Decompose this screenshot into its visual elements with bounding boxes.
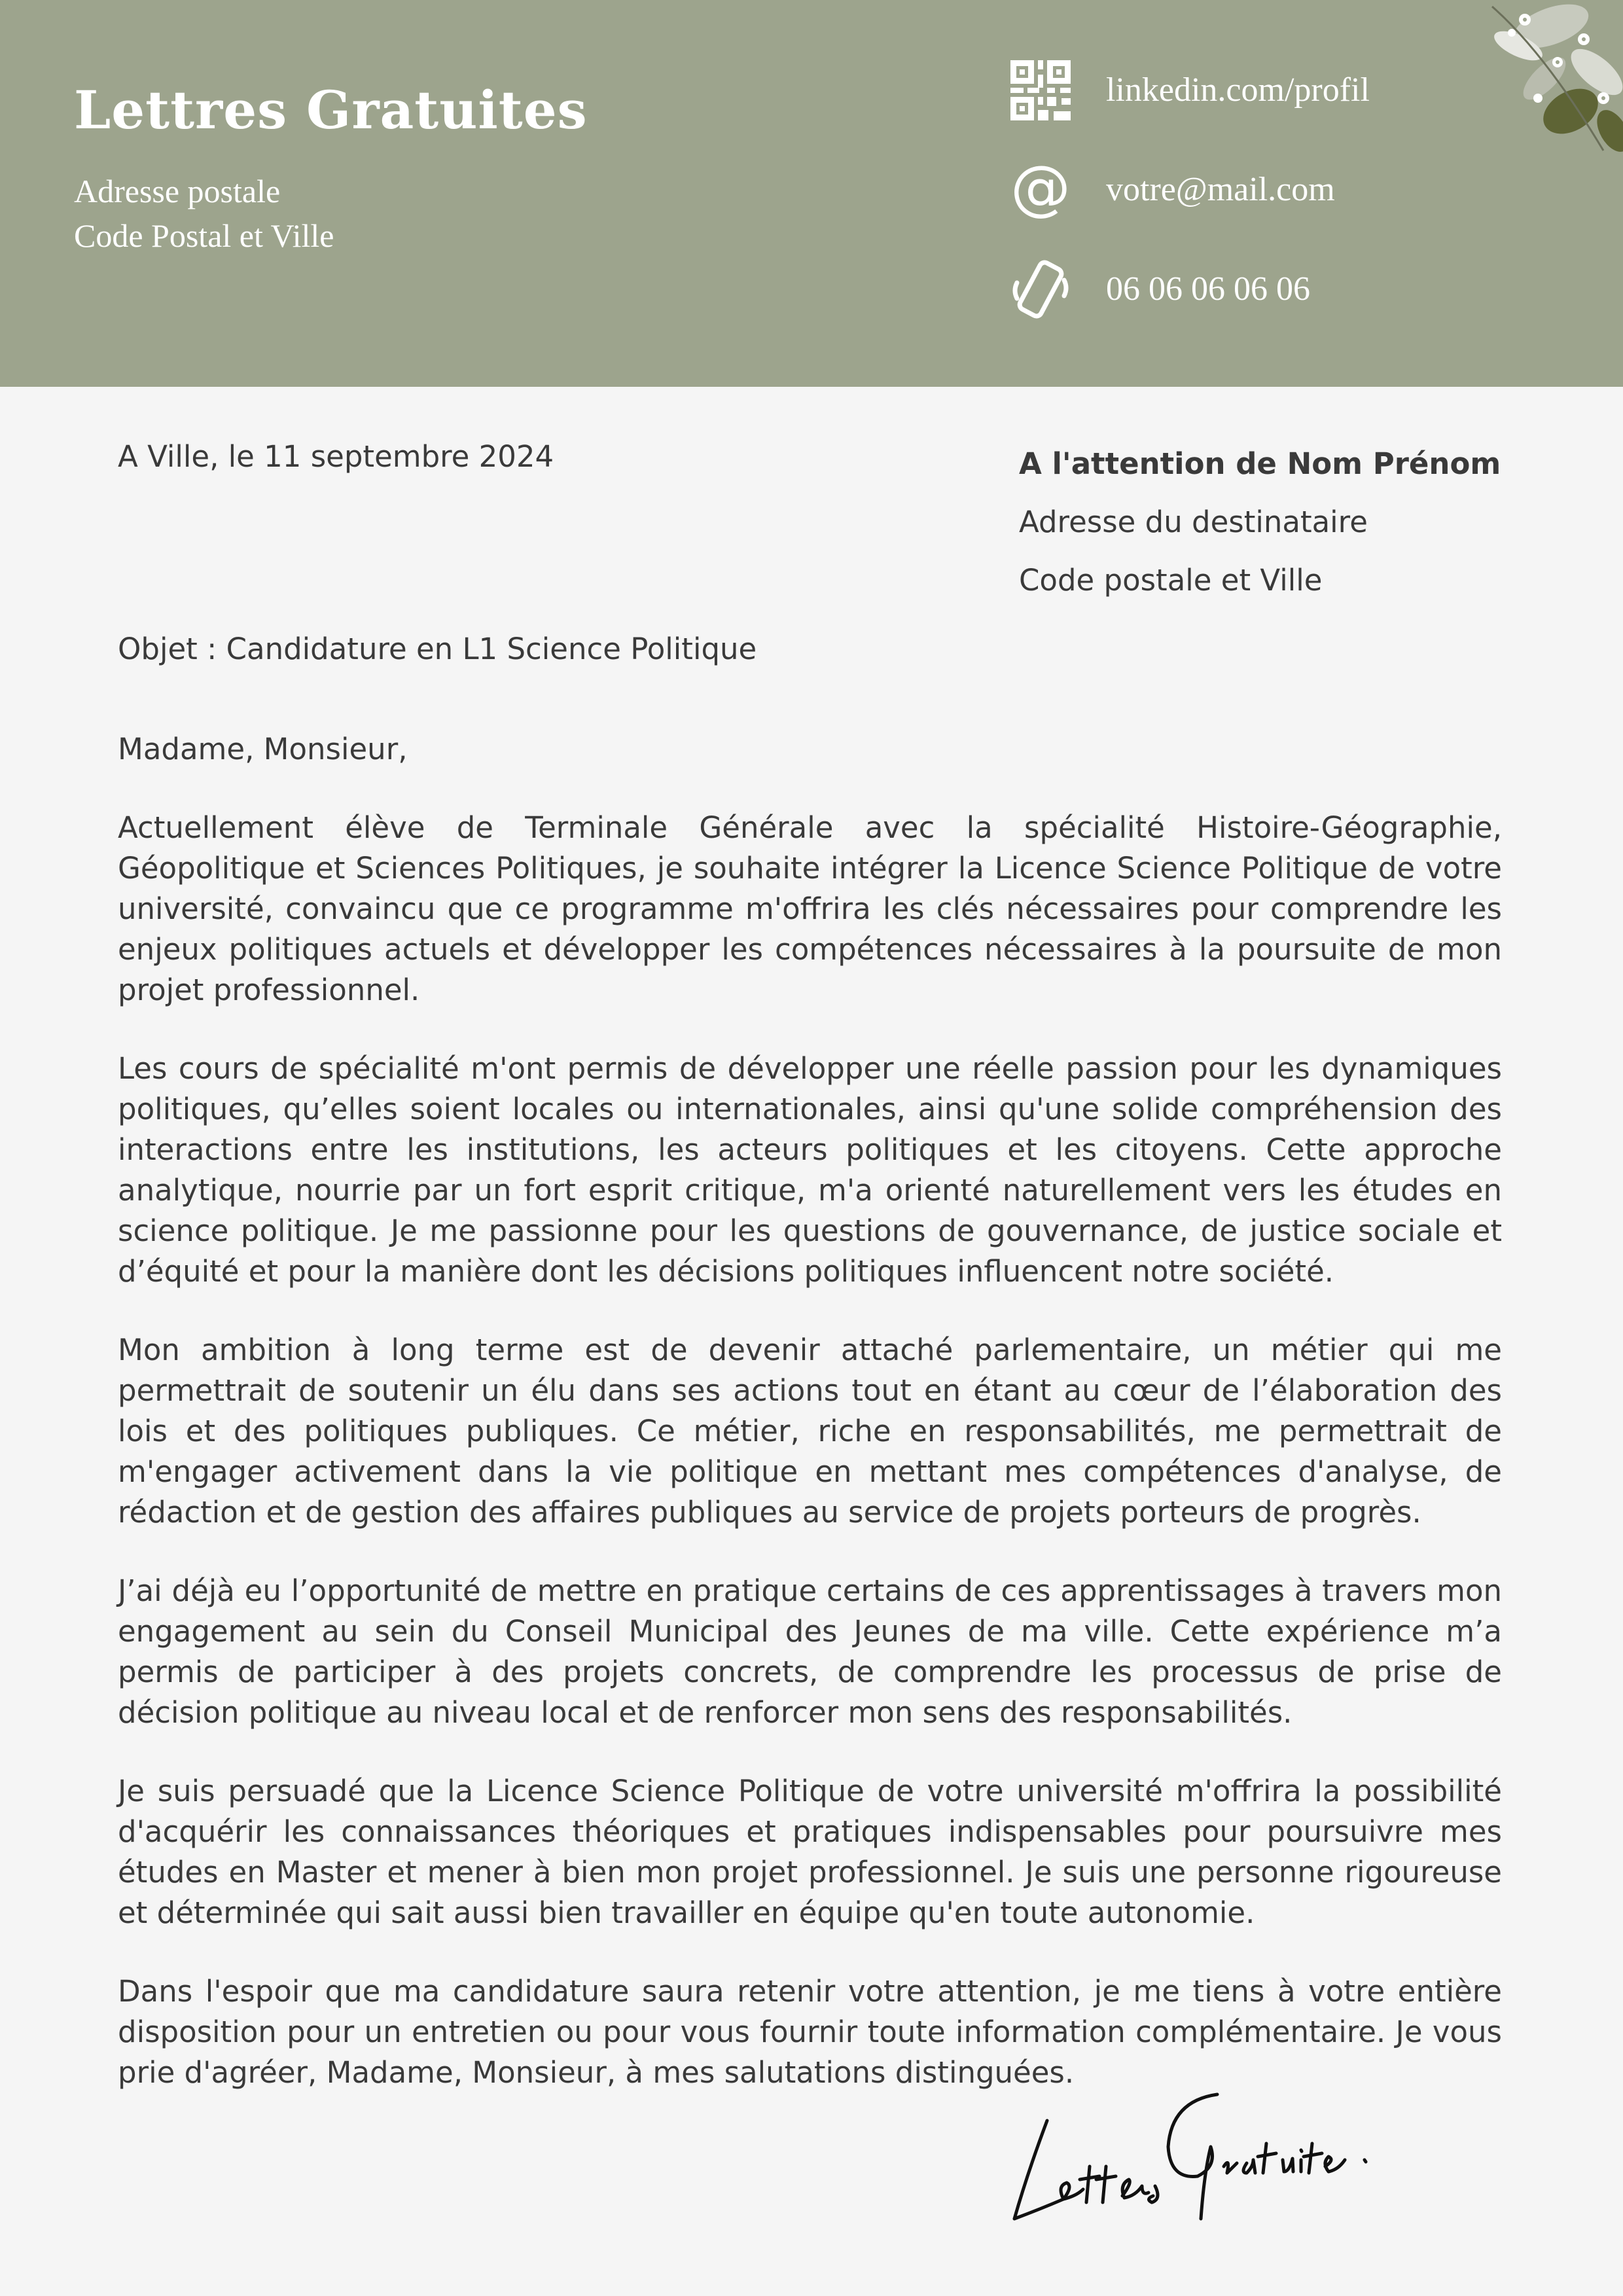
contact-email <box>1008 157 1505 229</box>
at-sign-icon <box>1008 157 1073 223</box>
body-paragraph: Mon ambition à long terme est de devenir attaché parlementaire, un métier qui me permettrait de soutenir un élu dans ses actions tout en étant au cœur de l’élaboration des lois et des politiques publiques. Ce métier, riche en responsabilités, me permettrait de m'engager activement dans la vie politique en mettant mes compétences d'analyse, de rédaction et de gestion des affaires publiques au service de projets porteurs de progrès. <box>118 1333 1502 1530</box>
body-paragraph: Actuellement élève de Terminale Générale avec la spécialité Histoire-Géographie, Géopolitique et Sciences Politiques, je souhaite intégrer la Licence Science Politique de votre université, convaincu que ce programme m'offrira les clés nécessaires pour comprendre les enjeux politiques actuels et développer les compétences nécessaires à la poursuite de mon projet professionnel. <box>118 810 1502 1007</box>
contact-linkedin <box>1008 58 1505 130</box>
letter-header <box>0 0 1623 387</box>
linkedin-text[interactable]: linkedin.com/profil <box>1106 71 1370 109</box>
sender-name: Lettres Gratuites <box>74 79 588 141</box>
email-text[interactable]: votre@mail.com <box>1106 171 1335 208</box>
letter-subject: Objet : Candidature en L1 Science Politique <box>118 632 757 666</box>
letter-greeting: Madame, Monsieur, <box>118 732 408 766</box>
handwritten-signature <box>1001 2068 1381 2232</box>
sender-address <box>74 169 334 258</box>
body-paragraph: Dans l'espoir que ma candidature saura retenir votre attention, je me tiens à votre entière disposition pour un entretien ou pour vous fournir toute information complémentaire. Je vous prie d'agréer, Madame, Monsieur, à mes salutations distinguées. <box>118 1974 1502 2090</box>
svg-text:@: @ <box>1010 157 1071 223</box>
body-paragraph: Les cours de spécialité m'ont permis de développer une réelle passion pour les dynamiques politiques, qu’elles soient locales ou internationales, ainsi qu'une solide compréhension des interactions entre les institutions, les acteurs politiques et les citoyens. Cette approche analytique, nourrie par un fort esprit critique, m'a orienté naturellement vers les études en science politique. Je me passionne pour les questions de gouvernance, de justice sociale et d’équité et pour la manière dont les décisions politiques influencent notre société. <box>118 1051 1502 1289</box>
sender-city-line: Code Postal et Ville <box>74 217 334 254</box>
recipient-address: Adresse du destinataire <box>1019 505 1368 539</box>
floral-decoration <box>1472 0 1623 157</box>
phone-text[interactable]: 06 06 06 06 06 <box>1106 270 1310 308</box>
recipient-name: A l'attention de Nom Prénom <box>1019 446 1501 481</box>
sender-address-line: Adresse postale <box>74 173 281 209</box>
recipient-block <box>1019 435 1501 609</box>
qr-code-icon <box>1008 58 1073 123</box>
letter-body <box>118 808 1502 2131</box>
recipient-city: Code postale et Ville <box>1019 563 1323 598</box>
contact-phone <box>1008 257 1505 329</box>
phone-icon <box>1008 257 1073 322</box>
body-paragraph: Je suis persuadé que la Licence Science Politique de votre université m'offrira la possibilité d'acquérir les connaissances théoriques et pratiques indispensables pour poursuivre mes études en Master et mener à bien mon projet professionnel. Je suis une personne rigoureuse et déterminée qui sait aussi bien travailler en équipe qu'en toute autonomie. <box>118 1774 1502 1930</box>
body-paragraph: J’ai déjà eu l’opportunité de mettre en pratique certains de ces apprentissages à travers mon engagement au sein du Conseil Municipal des Jeunes de ma ville. Cette expérience m’a permis de participer à des projets concrets, de comprendre les processus de prise de décision politique au niveau local et de renforcer mon sens des responsabilités. <box>118 1573 1502 1730</box>
letter-date: A Ville, le 11 septembre 2024 <box>118 439 554 474</box>
